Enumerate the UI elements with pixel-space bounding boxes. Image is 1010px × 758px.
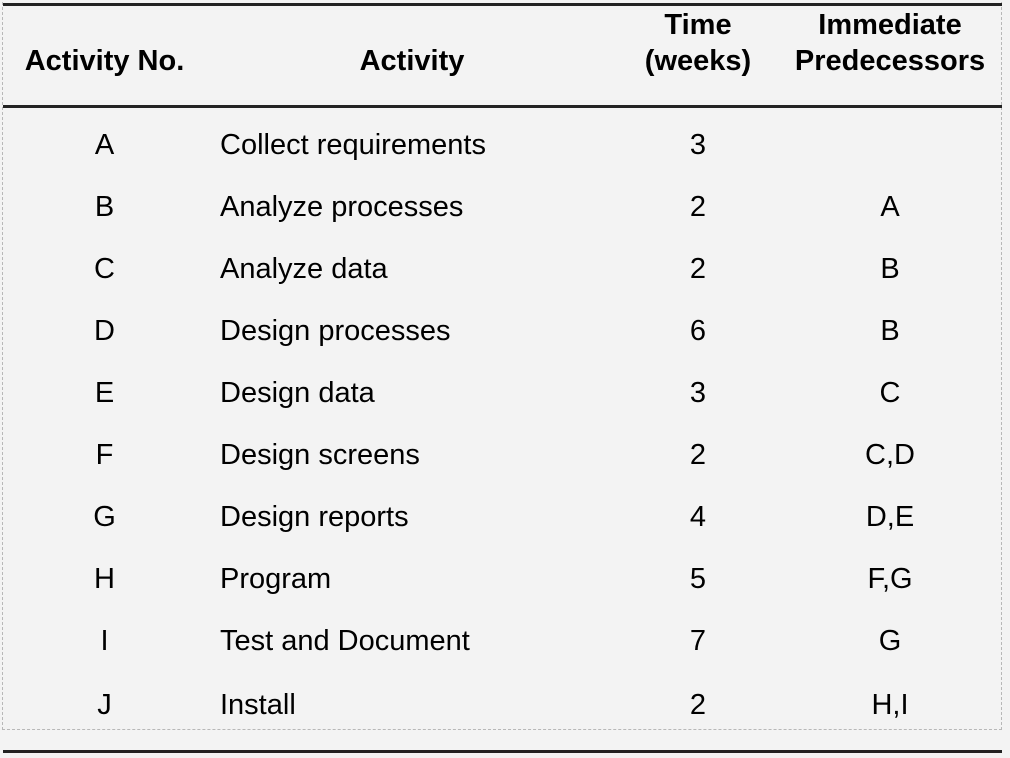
cell-predecessors: C bbox=[879, 376, 901, 409]
cell-predecessors: H,I bbox=[871, 688, 909, 721]
cell-time: 2 bbox=[689, 252, 707, 285]
cell-activity: Design processes bbox=[220, 314, 451, 347]
cell-time: 7 bbox=[689, 624, 707, 657]
cell-activity-no: C bbox=[94, 252, 115, 285]
cell-activity: Collect requirements bbox=[220, 128, 486, 161]
cell-time: 2 bbox=[689, 190, 707, 223]
header-activity-no: Activity No. bbox=[24, 45, 185, 77]
table-row bbox=[3, 424, 1002, 486]
cell-predecessors: B bbox=[880, 314, 900, 347]
cell-activity-no: H bbox=[94, 562, 115, 595]
cell-time: 4 bbox=[689, 500, 707, 533]
cell-activity: Design reports bbox=[220, 500, 409, 533]
cell-predecessors bbox=[778, 107, 1002, 177]
cell-activity-no: B bbox=[94, 190, 115, 223]
cell-time: 2 bbox=[689, 438, 707, 471]
cell-activity: Design screens bbox=[220, 438, 420, 471]
cell-activity-no: D bbox=[94, 314, 115, 347]
header-pred-line2: Predecessors bbox=[794, 45, 986, 77]
cell-predecessors: F,G bbox=[867, 562, 913, 595]
table-row bbox=[3, 107, 1002, 177]
header-pred-line1: Immediate bbox=[818, 9, 962, 41]
header-predecessors bbox=[778, 5, 1002, 107]
cell-activity: Install bbox=[220, 688, 296, 721]
table-row bbox=[3, 238, 1002, 300]
header-time-line1: Time bbox=[664, 9, 732, 41]
cell-predecessors: A bbox=[880, 190, 900, 223]
cell-activity: Analyze processes bbox=[220, 190, 464, 223]
cell-predecessors: D,E bbox=[865, 500, 915, 533]
activity-table bbox=[3, 3, 1002, 753]
cell-predecessors: C,D bbox=[865, 438, 915, 471]
cell-activity-no: A bbox=[94, 128, 115, 161]
cell-time: 6 bbox=[689, 314, 707, 347]
cell-time: 3 bbox=[689, 128, 707, 161]
table-body bbox=[3, 107, 1002, 752]
table-row bbox=[3, 672, 1002, 752]
cell-activity-no: E bbox=[94, 376, 115, 409]
cell-activity: Test and Document bbox=[220, 624, 470, 657]
cell-time: 5 bbox=[689, 562, 707, 595]
header-activity: Activity bbox=[359, 45, 465, 77]
cell-activity-no: G bbox=[93, 500, 116, 533]
table-row bbox=[3, 486, 1002, 548]
cell-activity: Program bbox=[220, 562, 332, 595]
table-row bbox=[3, 610, 1002, 672]
cell-activity: Analyze data bbox=[220, 252, 388, 285]
table-row bbox=[3, 362, 1002, 424]
table-header bbox=[3, 5, 1002, 107]
header-time bbox=[618, 5, 778, 107]
cell-activity: Design data bbox=[220, 376, 375, 409]
table-row bbox=[3, 300, 1002, 362]
header-time-line2: (weeks) bbox=[644, 45, 752, 77]
cell-activity-no: I bbox=[100, 624, 109, 657]
cell-predecessors: B bbox=[880, 252, 900, 285]
cell-time: 2 bbox=[689, 688, 707, 721]
table-row bbox=[3, 176, 1002, 238]
cell-predecessors: G bbox=[878, 624, 902, 657]
cell-activity-no: F bbox=[95, 438, 114, 471]
cell-time: 3 bbox=[689, 376, 707, 409]
table-row bbox=[3, 548, 1002, 610]
cell-activity-no: J bbox=[97, 688, 112, 721]
